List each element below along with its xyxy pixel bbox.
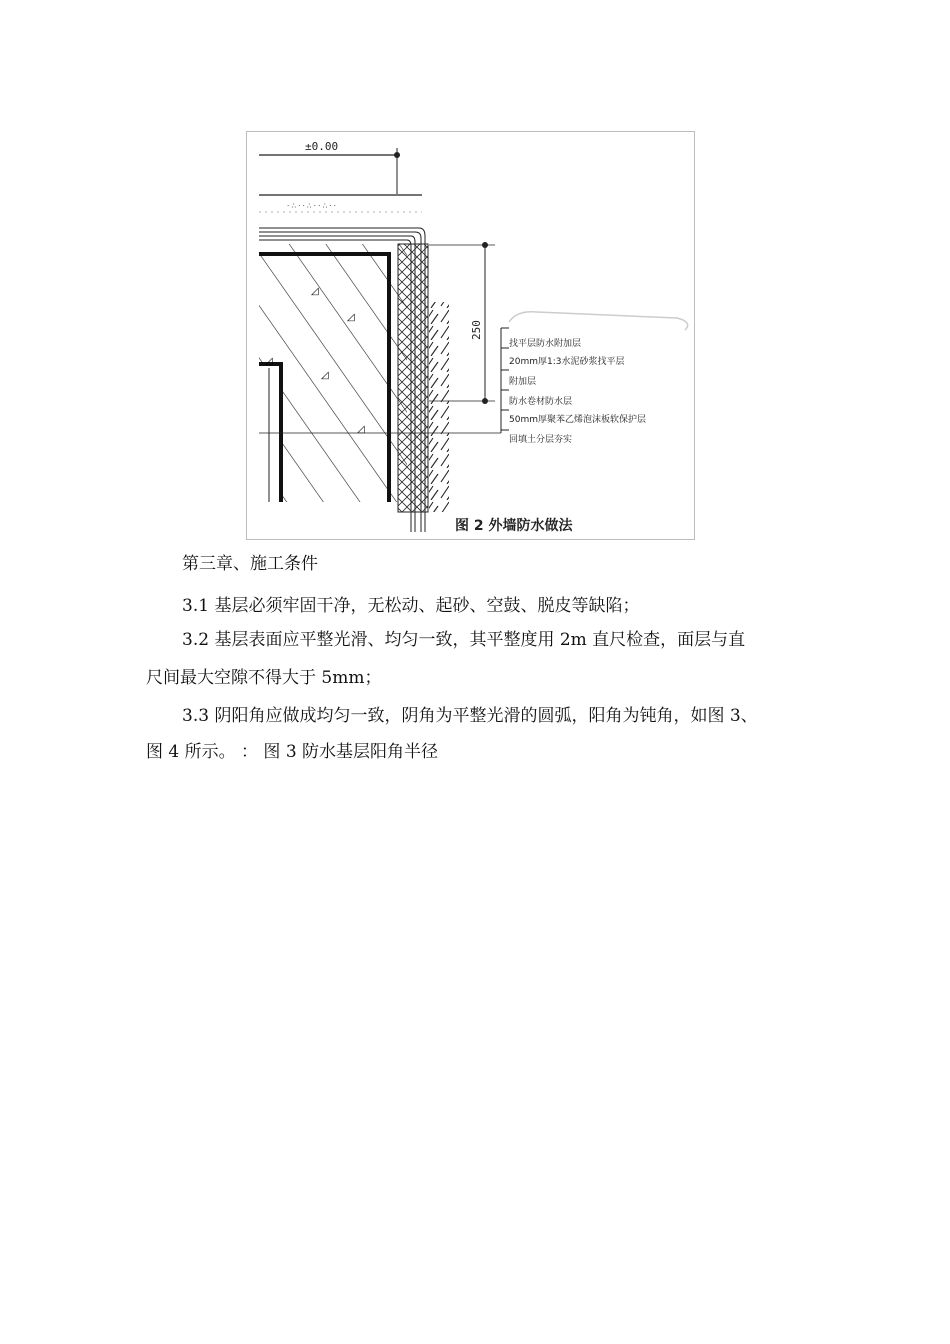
legend-item: 回填土分层夯实 (509, 435, 573, 445)
paragraph-3-2-line-1: 3.2 基层表面应平整光滑、均匀一致，其平整度用 2m 直尺检查，面层与直 (182, 630, 746, 650)
paragraph-3-3-line-1: 3.3 阴阳角应做成均匀一致，阴角为平整光滑的圆弧，阳角为钝角，如图 3、 (182, 706, 758, 726)
paragraph-3-3-line-2: 图 4 所示。 ： 图 3 防水基层阳角半径 (146, 742, 439, 762)
elevation-marker (259, 140, 400, 194)
svg-text:◿: ◿ (357, 424, 365, 435)
backfill-soil (429, 302, 449, 512)
dimension-label: 250 (470, 320, 483, 340)
concrete-wall (259, 244, 407, 502)
legend-item: 找平层防水附加层 (509, 339, 582, 349)
legend-item: 50mm厚聚苯乙烯泡沫板软保护层 (509, 415, 646, 425)
svg-text:◿: ◿ (265, 356, 273, 367)
svg-text:◿: ◿ (347, 312, 355, 323)
elevation-label: ±0.00 (305, 140, 339, 153)
ground-slab (259, 195, 422, 212)
legend-item: 附加层 (509, 377, 537, 387)
chapter-title: 第三章、施工条件 (182, 554, 318, 574)
svg-text:◿: ◿ (321, 370, 329, 381)
figure-caption: 图 2 外墙防水做法 (455, 518, 573, 534)
waterproofing-detail-figure (246, 131, 695, 540)
legend (509, 337, 646, 445)
svg-text:◿: ◿ (311, 286, 319, 297)
svg-text:· ∴ · · ∴ · · ∴ ·: · ∴ · · ∴ · · ∴ · · (287, 202, 336, 210)
legend-item: 20mm厚1:3水泥砂浆找平层 (509, 357, 625, 367)
paragraph-3-2-line-2: 尺间最大空隙不得大于 5mm； (146, 668, 382, 688)
legend-item: 防水卷材防水层 (509, 397, 573, 407)
paragraph-3-1: 3.1 基层必须牢固干净，无松动、起砂、空鼓、脱皮等缺陷； (182, 596, 640, 616)
protective-board (398, 244, 428, 512)
